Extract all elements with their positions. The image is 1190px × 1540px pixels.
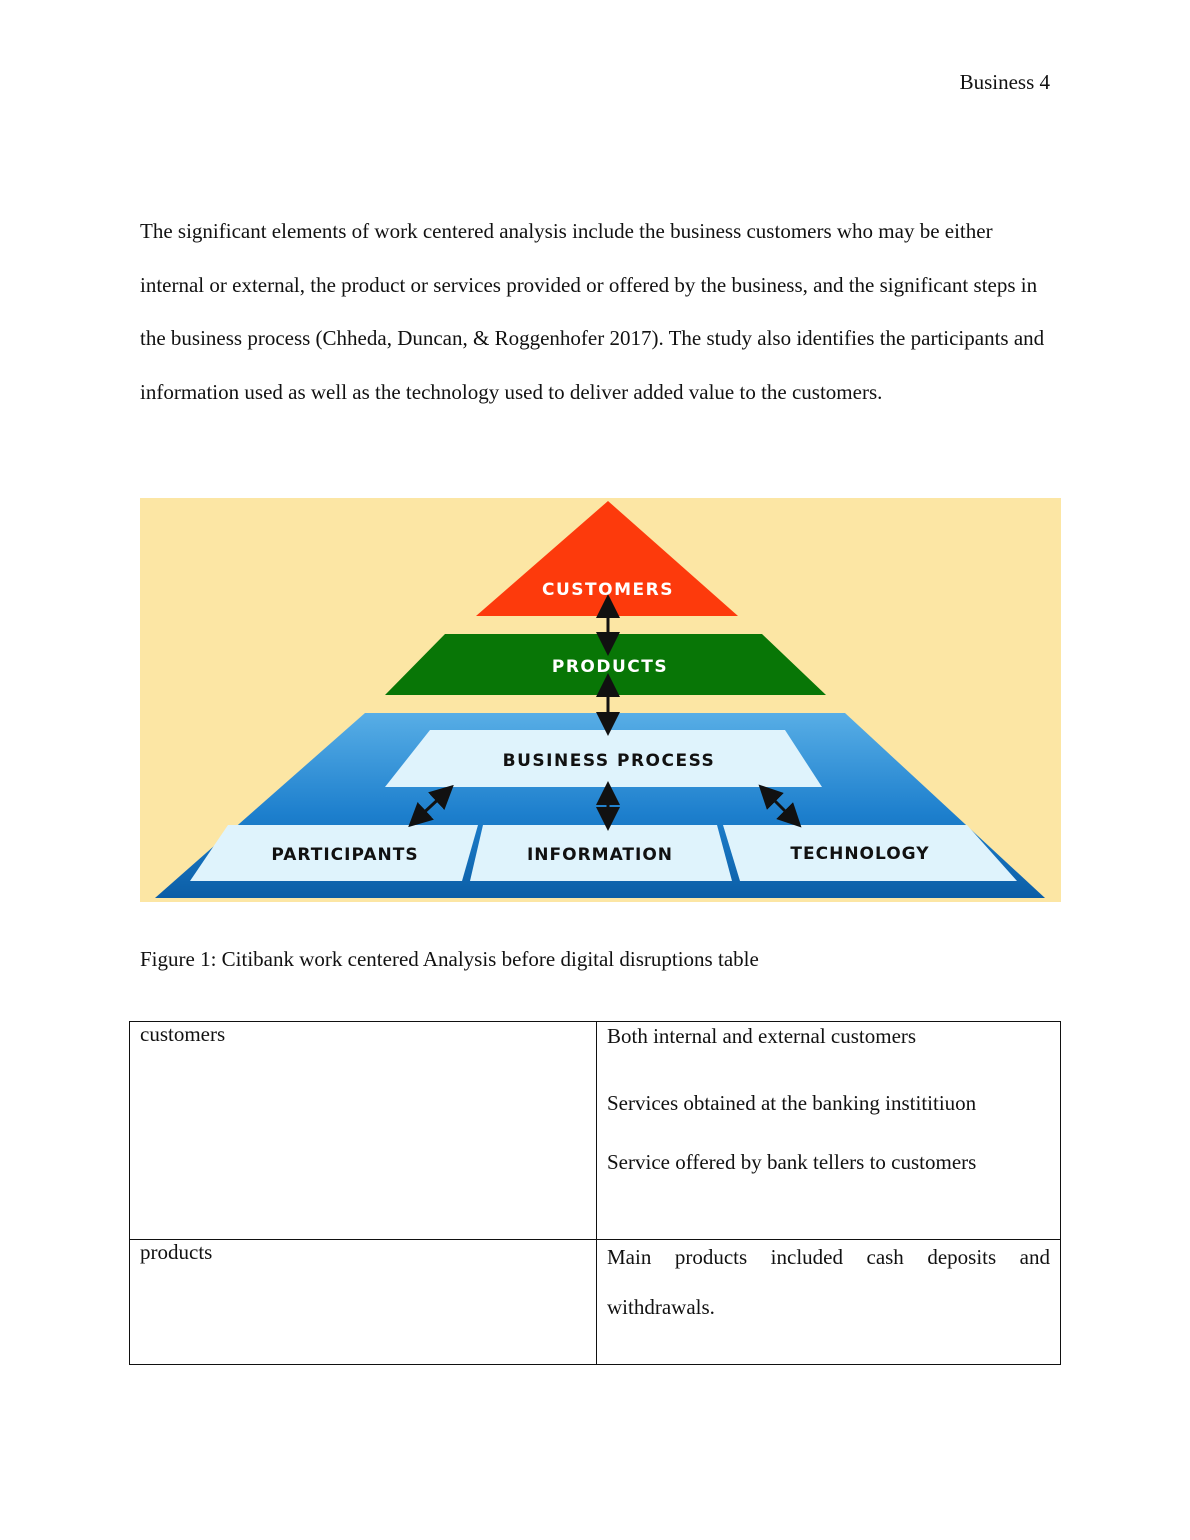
label-products: PRODUCTS xyxy=(551,657,669,677)
pyramid-diagram xyxy=(140,498,1061,902)
body-paragraph: The significant elements of work centered analysis include the business customers who may be either internal or external, the product or services provided or offered by the business, and the significant steps in the business process (Chheda, Duncan, & Roggenhofer 2017). The study also identifies the participants and information used as well as the technology used to deliver added value to the customers. xyxy=(140,219,1045,405)
table-row xyxy=(130,1022,1061,1240)
table-cell-line: withdrawals. xyxy=(607,1295,715,1319)
label-business-process: BUSINESS PROCESS xyxy=(502,751,716,771)
table-cell-values xyxy=(597,1240,1061,1365)
label-customers: CUSTOMERS xyxy=(542,580,674,600)
figure-caption: Figure 1: Citibank work centered Analysis before digital disruptions table xyxy=(140,947,759,971)
table-cell-key: products xyxy=(130,1240,597,1365)
work-centered-analysis-figure xyxy=(140,498,1061,902)
label-information: INFORMATION xyxy=(526,845,674,865)
label-participants: PARTICIPANTS xyxy=(271,845,419,865)
running-header xyxy=(960,70,1050,95)
table-cell-line: Service offered by bank tellers to customers xyxy=(607,1150,977,1174)
table-cell-line: Main products included cash deposits and xyxy=(607,1245,1050,1269)
table-cell-line: Both internal and external customers xyxy=(607,1024,917,1048)
page-number: 4 xyxy=(1039,70,1050,94)
table-cell-key: customers xyxy=(130,1022,597,1240)
table-cell-values xyxy=(597,1022,1061,1240)
table-row xyxy=(130,1240,1061,1365)
table-cell-line: Services obtained at the banking instititiuon xyxy=(607,1091,977,1115)
label-technology: TECHNOLOGY xyxy=(790,844,930,864)
running-head-title: Business xyxy=(959,70,1035,94)
analysis-table xyxy=(129,1021,1061,1365)
